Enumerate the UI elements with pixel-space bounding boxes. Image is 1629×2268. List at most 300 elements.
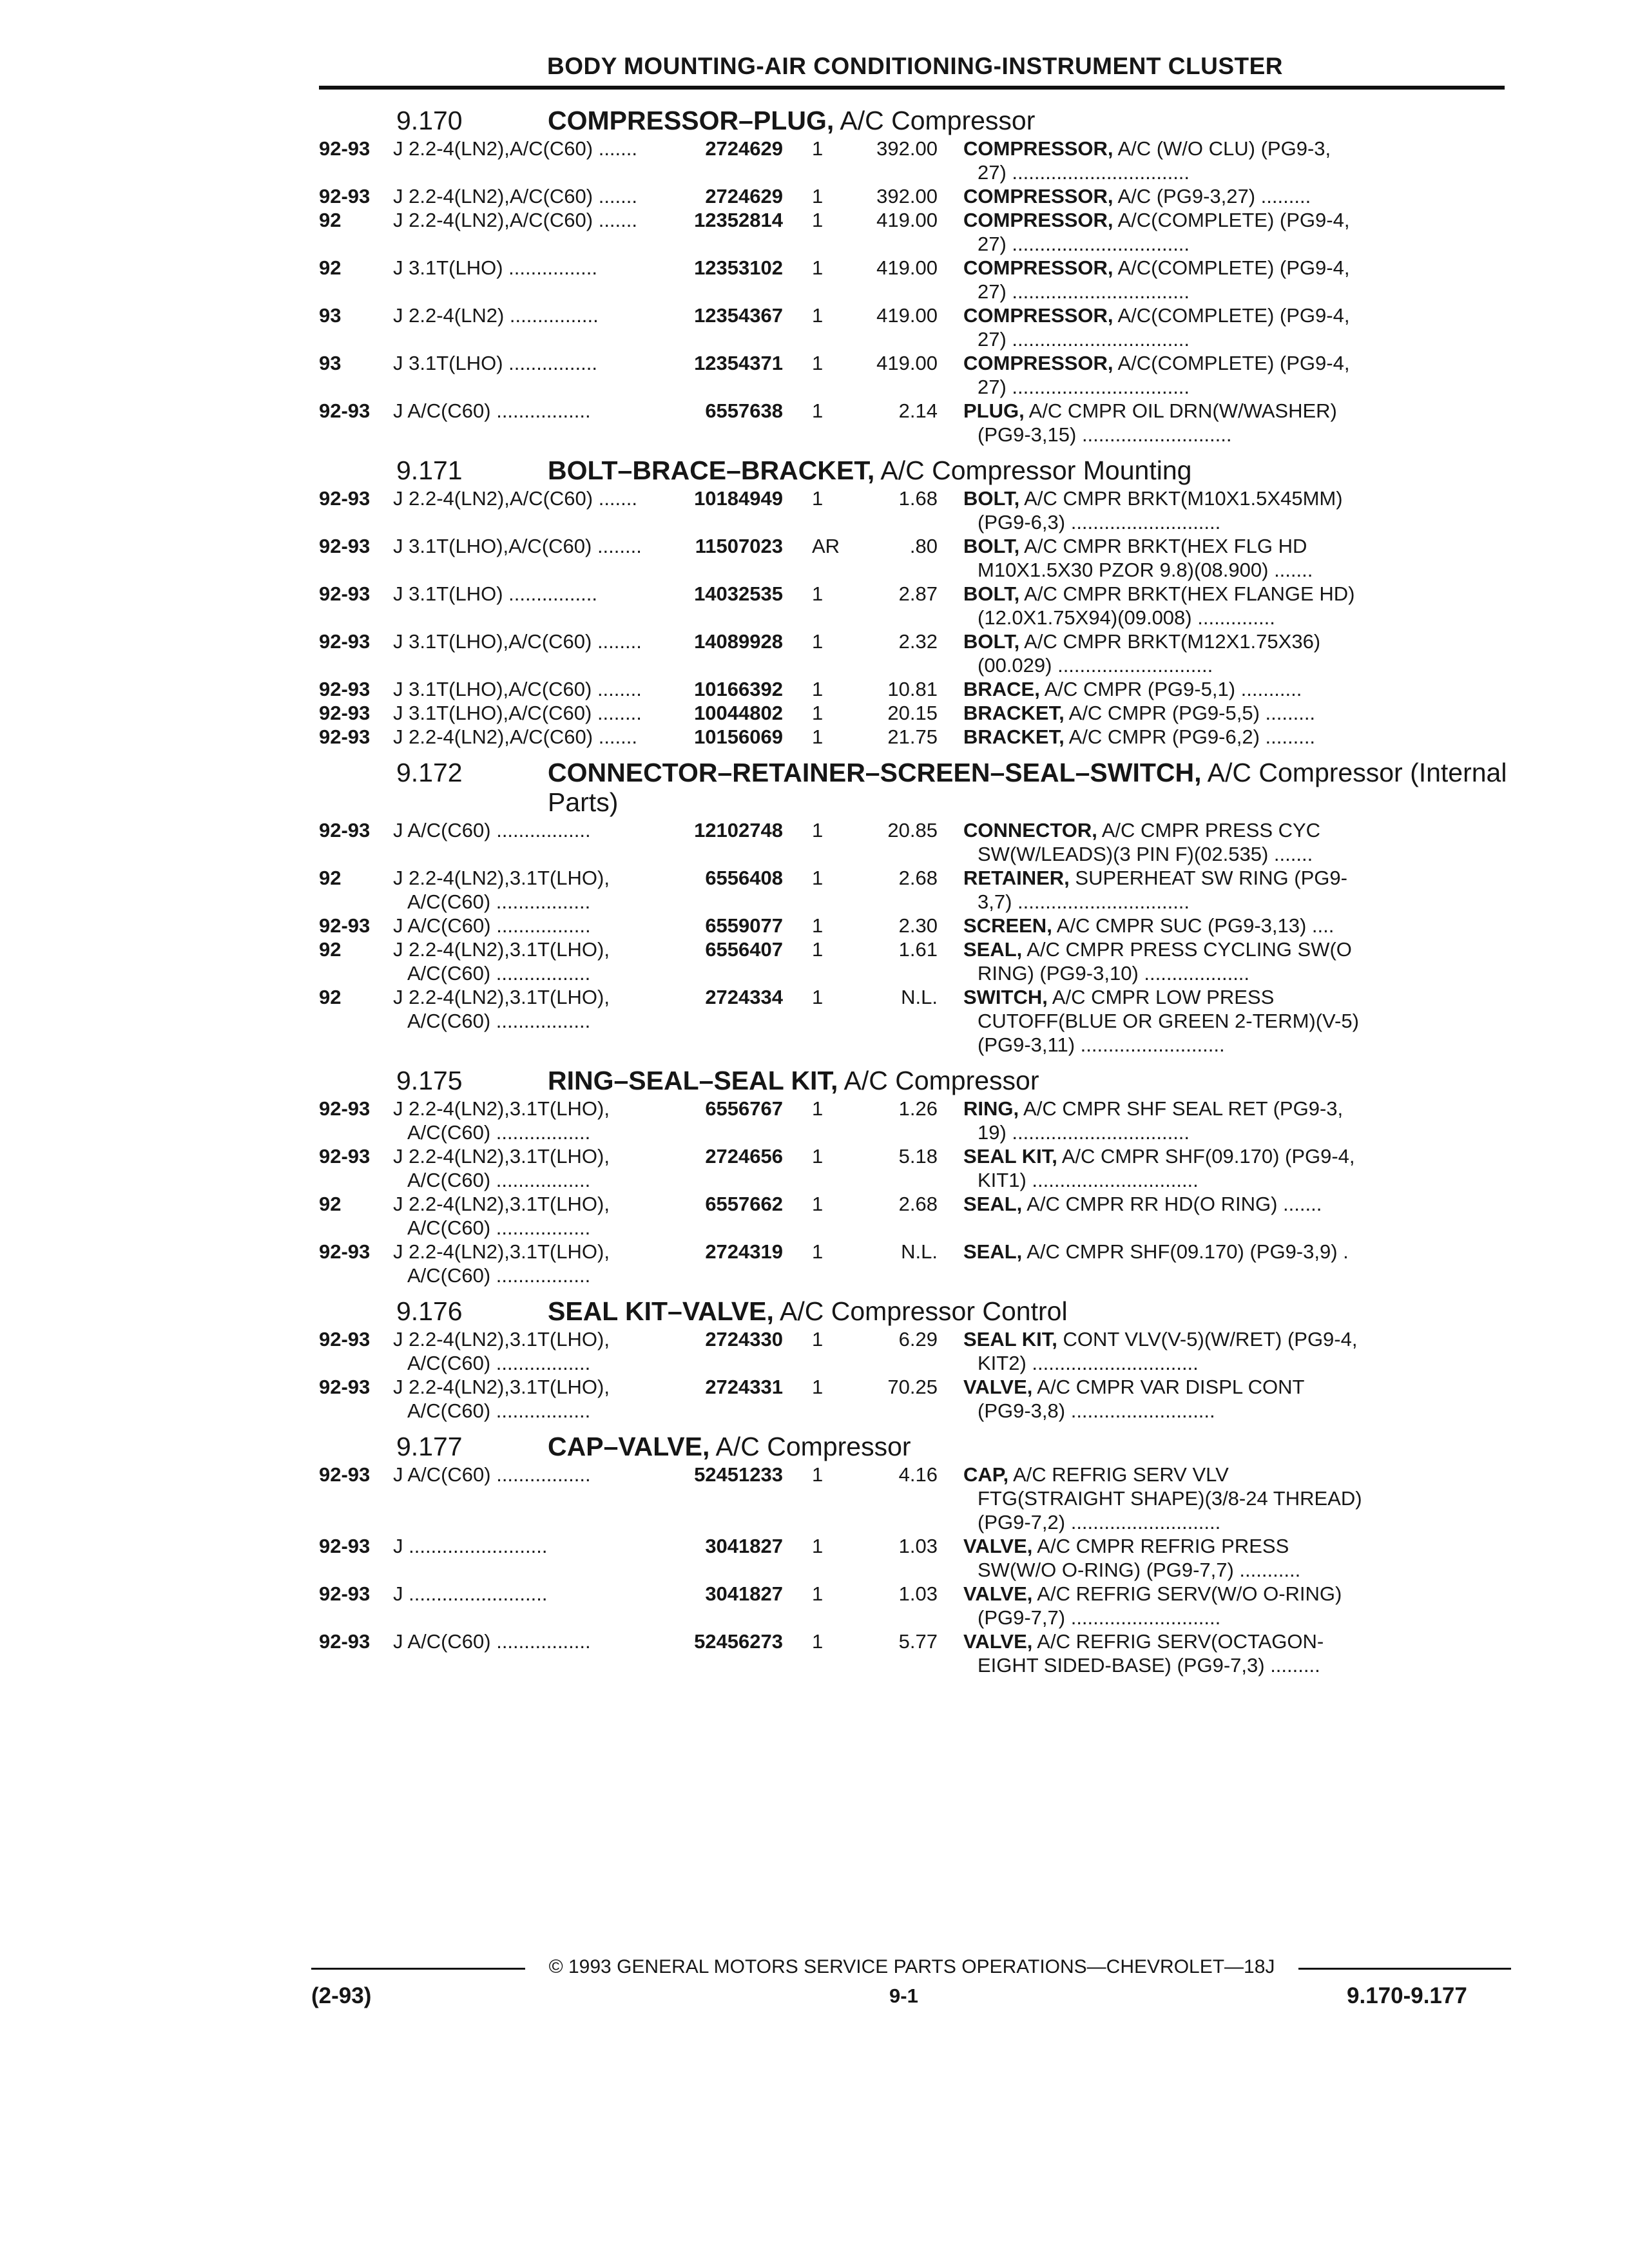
application-line: A/C(C60) ................. — [407, 1121, 591, 1144]
application-line: A/C(C60) ................. — [407, 890, 591, 913]
application-line: J 2.2-4(LN2),3.1T(LHO), — [393, 1193, 610, 1215]
description — [963, 1240, 1440, 1287]
part-number: 6557662 — [705, 1193, 783, 1215]
price: 419.00 — [876, 352, 938, 374]
header-rule — [319, 86, 1505, 90]
price: 2.32 — [898, 630, 938, 653]
section-subtitle: A/C Compressor Mounting — [880, 456, 1192, 485]
description-continuation: 19) ................................ — [978, 1121, 1190, 1144]
part-row — [319, 303, 1518, 351]
section-title — [319, 106, 1518, 135]
application-line: J ......................... — [393, 1582, 548, 1605]
description-continuation: (00.029) ............................ — [978, 654, 1213, 677]
application-line: A/C(C60) ................. — [407, 962, 591, 985]
description — [963, 399, 1440, 447]
part-row — [319, 677, 1518, 701]
application-line: J 3.1T(LHO),A/C(C60) ........ — [393, 702, 642, 724]
model-year: 92 — [319, 1193, 342, 1215]
part-number: 10184949 — [694, 487, 783, 510]
description-text: A/C (PG9-3,27) ......... — [1117, 185, 1311, 207]
application — [393, 582, 651, 629]
quantity: 1 — [812, 678, 824, 700]
section-title — [319, 1296, 1518, 1326]
part-name: SEAL KIT, — [963, 1145, 1057, 1168]
part-number: 6556407 — [705, 938, 783, 961]
application-line: J 3.1T(LHO) ................ — [393, 582, 597, 605]
part-number: 52456273 — [694, 1630, 783, 1653]
part-name: PLUG, — [963, 399, 1025, 422]
application-line: J ......................... — [393, 1535, 548, 1557]
description-continuation: (PG9-7,7) ........................... — [978, 1606, 1221, 1629]
application-line: J 2.2-4(LN2),A/C(C60) ....... — [393, 137, 637, 160]
part-row — [319, 937, 1518, 985]
part-row — [319, 1582, 1518, 1629]
description-text: A/C CMPR LOW PRESS — [1052, 986, 1275, 1008]
section-subtitle: A/C Compressor Control — [779, 1296, 1068, 1326]
description-text: A/C CMPR BRKT(HEX FLG HD — [1024, 535, 1307, 557]
quantity: 1 — [812, 185, 824, 207]
model-year: 92-93 — [319, 1376, 371, 1398]
quantity: 1 — [812, 1630, 824, 1653]
application — [393, 208, 651, 256]
part-row — [319, 725, 1518, 749]
description-continuation: 27) ................................ — [978, 280, 1190, 303]
model-year: 92-93 — [319, 1145, 371, 1168]
application — [393, 725, 651, 749]
price: 392.00 — [876, 185, 938, 207]
quantity: 1 — [812, 867, 824, 889]
part-row — [319, 1327, 1518, 1375]
description — [963, 677, 1440, 701]
description-text: A/C CMPR (PG9-6,2) ......... — [1068, 726, 1316, 748]
model-year: 92-93 — [319, 582, 371, 605]
section-heading — [548, 1296, 1518, 1326]
description — [963, 184, 1440, 208]
description-text: A/C CMPR PRESS CYC — [1101, 819, 1321, 841]
section-title — [319, 1432, 1518, 1461]
part-name: SEAL, — [963, 1240, 1023, 1263]
part-name: BRACKET, — [963, 726, 1065, 748]
application-line: J 3.1T(LHO),A/C(C60) ........ — [393, 630, 642, 653]
section-title — [319, 1066, 1518, 1095]
part-number: 6556408 — [705, 867, 783, 889]
part-number: 11507023 — [695, 535, 783, 557]
part-row — [319, 184, 1518, 208]
section-title — [319, 758, 1518, 817]
part-number: 10166392 — [694, 678, 783, 700]
description-continuation: M10X1.5X30 PZOR 9.8)(08.900) ....... — [978, 559, 1313, 581]
model-year: 92-93 — [319, 137, 371, 160]
part-number: 10044802 — [694, 702, 783, 724]
description-continuation: EIGHT SIDED-BASE) (PG9-7,3) ......... — [978, 1654, 1320, 1677]
description — [963, 1192, 1440, 1240]
part-name: VALVE, — [963, 1535, 1033, 1557]
footer-section-range: 9.170-9.177 — [1347, 1983, 1467, 2008]
quantity: 1 — [812, 352, 824, 374]
description — [963, 725, 1440, 749]
quantity: 1 — [812, 938, 824, 961]
part-number: 2724330 — [705, 1328, 783, 1350]
footer-copyright: © 1993 GENERAL MOTORS SERVICE PARTS OPERATIONS—CHEVROLET—18J — [548, 1956, 1275, 1977]
description-text: A/C(COMPLETE) (PG9-4, — [1117, 209, 1350, 231]
quantity: 1 — [812, 702, 824, 724]
description — [963, 486, 1440, 534]
part-row — [319, 866, 1518, 914]
model-year: 92-93 — [319, 487, 371, 510]
section-parts-list: CAP–VALVE, — [548, 1432, 710, 1461]
application — [393, 818, 651, 866]
price: 70.25 — [887, 1376, 938, 1398]
quantity: 1 — [812, 1463, 824, 1486]
part-number: 2724334 — [705, 986, 783, 1008]
part-name: VALVE, — [963, 1376, 1033, 1398]
application — [393, 351, 651, 399]
application-line: A/C(C60) ................. — [407, 1216, 591, 1239]
application — [393, 701, 651, 725]
part-name: BRACE, — [963, 678, 1040, 700]
section-subtitle: A/C Compressor — [840, 106, 1036, 135]
description-text: A/C (W/O CLU) (PG9-3, — [1117, 137, 1331, 160]
application-line: J 2.2-4(LN2),3.1T(LHO), — [393, 1376, 610, 1398]
application — [393, 1629, 651, 1677]
price: 2.68 — [898, 1193, 938, 1215]
description-text: A/C CMPR SHF(09.170) (PG9-3,9) . — [1027, 1240, 1349, 1263]
quantity: 1 — [812, 209, 824, 231]
application-line: J 2.2-4(LN2),3.1T(LHO), — [393, 867, 610, 889]
model-year: 92-93 — [319, 1240, 371, 1263]
part-name: BOLT, — [963, 487, 1020, 510]
price: N.L. — [901, 986, 938, 1008]
model-year: 92-93 — [319, 185, 371, 207]
application-line: A/C(C60) ................. — [407, 1169, 591, 1191]
description — [963, 1629, 1440, 1677]
part-row — [319, 1375, 1518, 1423]
application-line: J 3.1T(LHO) ................ — [393, 352, 597, 374]
part-name: COMPRESSOR, — [963, 352, 1113, 374]
section-title — [319, 456, 1518, 485]
quantity: 1 — [812, 1582, 824, 1605]
section-heading — [548, 456, 1518, 485]
parts-catalog — [319, 97, 1518, 1677]
quantity: 1 — [812, 582, 824, 605]
model-year: 92-93 — [319, 914, 371, 937]
application — [393, 985, 651, 1057]
quantity: 1 — [812, 1145, 824, 1168]
description-text: A/C CMPR OIL DRN(W/WASHER) — [1028, 399, 1337, 422]
application-line: J 2.2-4(LN2),A/C(C60) ....... — [393, 726, 637, 748]
part-row — [319, 1534, 1518, 1582]
page-title: BODY MOUNTING-AIR CONDITIONING-INSTRUMENT CLUSTER — [547, 53, 1283, 79]
description-text: A/C CMPR BRKT(M12X1.75X36) — [1024, 630, 1321, 653]
quantity: 1 — [812, 1376, 824, 1398]
description — [963, 1463, 1440, 1534]
price: 1.68 — [898, 487, 938, 510]
part-number: 12354371 — [694, 352, 783, 374]
application — [393, 534, 651, 582]
model-year: 92-93 — [319, 1582, 371, 1605]
description — [963, 351, 1440, 399]
part-row — [319, 486, 1518, 534]
price: 5.18 — [898, 1145, 938, 1168]
part-name: COMPRESSOR, — [963, 256, 1113, 279]
description-text: A/C CMPR REFRIG PRESS — [1037, 1535, 1289, 1557]
price: 20.85 — [887, 819, 938, 841]
application — [393, 1327, 651, 1375]
section-number: 9.177 — [396, 1432, 463, 1461]
description-continuation: SW(W/LEADS)(3 PIN F)(02.535) ....... — [978, 843, 1313, 865]
description — [963, 1144, 1440, 1192]
model-year: 92-93 — [319, 630, 371, 653]
description — [963, 866, 1440, 914]
part-row — [319, 1192, 1518, 1240]
price: .80 — [909, 535, 938, 557]
application — [393, 1192, 651, 1240]
description-text: A/C CMPR BRKT(M10X1.5X45MM) — [1024, 487, 1343, 510]
model-year: 92-93 — [319, 678, 371, 700]
model-year: 92-93 — [319, 535, 371, 557]
description-continuation: 27) ................................ — [978, 233, 1190, 255]
description-continuation: 27) ................................ — [978, 328, 1190, 351]
part-name: SEAL, — [963, 1193, 1023, 1215]
price: 1.03 — [898, 1582, 938, 1605]
part-number: 10156069 — [694, 726, 783, 748]
part-row — [319, 985, 1518, 1057]
application — [393, 184, 651, 208]
price: 20.15 — [887, 702, 938, 724]
application-line: J 2.2-4(LN2),3.1T(LHO), — [393, 1145, 610, 1168]
application-line: A/C(C60) ................. — [407, 1010, 591, 1032]
price: 1.03 — [898, 1535, 938, 1557]
description-continuation: KIT1) .............................. — [978, 1169, 1199, 1191]
part-row — [319, 582, 1518, 629]
description — [963, 534, 1440, 582]
application — [393, 1582, 651, 1629]
description — [963, 629, 1440, 677]
model-year: 92-93 — [319, 726, 371, 748]
part-number: 3041827 — [705, 1582, 783, 1605]
application-line: J 3.1T(LHO),A/C(C60) ........ — [393, 535, 642, 557]
section-number: 9.171 — [396, 456, 463, 485]
model-year: 92-93 — [319, 819, 371, 841]
application-line: J A/C(C60) ................. — [393, 819, 591, 841]
description — [963, 937, 1440, 985]
part-row — [319, 1240, 1518, 1287]
price: 419.00 — [876, 304, 938, 327]
description-continuation: KIT2) .............................. — [978, 1352, 1199, 1374]
application-line: J A/C(C60) ................. — [393, 914, 591, 937]
model-year: 92-93 — [319, 399, 371, 422]
description-text: A/C CMPR VAR DISPL CONT — [1037, 1376, 1305, 1398]
price: 1.26 — [898, 1097, 938, 1120]
description — [963, 914, 1440, 937]
model-year: 92-93 — [319, 1630, 371, 1653]
price: 1.61 — [898, 938, 938, 961]
description — [963, 303, 1440, 351]
model-year: 93 — [319, 352, 342, 374]
part-row — [319, 818, 1518, 866]
description-continuation: RING) (PG9-3,10) ................... — [978, 962, 1250, 985]
description-continuation: (12.0X1.75X94)(09.008) .............. — [978, 606, 1275, 629]
quantity: 1 — [812, 399, 824, 422]
part-name: BOLT, — [963, 535, 1020, 557]
part-row — [319, 534, 1518, 582]
price: N.L. — [901, 1240, 938, 1263]
part-row — [319, 256, 1518, 303]
part-number: 12353102 — [694, 256, 783, 279]
part-number: 2724629 — [705, 137, 783, 160]
description — [963, 1375, 1440, 1423]
application-line: J 2.2-4(LN2),A/C(C60) ....... — [393, 209, 637, 231]
section-number: 9.172 — [396, 758, 463, 787]
description — [963, 1327, 1440, 1375]
part-name: BRACKET, — [963, 702, 1065, 724]
model-year: 92 — [319, 986, 342, 1008]
price: 21.75 — [887, 726, 938, 748]
part-number: 6556767 — [705, 1097, 783, 1120]
part-name: COMPRESSOR, — [963, 304, 1113, 327]
model-year: 92-93 — [319, 702, 371, 724]
description — [963, 208, 1440, 256]
part-number: 52451233 — [694, 1463, 783, 1486]
part-number: 2724656 — [705, 1145, 783, 1168]
price: 2.87 — [898, 582, 938, 605]
part-number: 12102748 — [694, 819, 783, 841]
section-number: 9.175 — [396, 1066, 463, 1095]
footer-date: (2-93) — [311, 1983, 372, 2008]
description-text: A/C CMPR SUC (PG9-3,13) .... — [1056, 914, 1335, 937]
application — [393, 1240, 651, 1287]
application — [393, 137, 651, 184]
quantity: 1 — [812, 630, 824, 653]
model-year: 92 — [319, 209, 342, 231]
quantity: 1 — [812, 304, 824, 327]
quantity: 1 — [812, 1193, 824, 1215]
description-text: A/C REFRIG SERV(W/O O-RING) — [1037, 1582, 1342, 1605]
part-name: COMPRESSOR, — [963, 209, 1113, 231]
part-name: BOLT, — [963, 582, 1020, 605]
footer-rule-left — [311, 1968, 525, 1970]
application — [393, 677, 651, 701]
application-line: J 2.2-4(LN2),A/C(C60) ....... — [393, 487, 637, 510]
section-heading — [548, 106, 1518, 135]
part-number: 6557638 — [705, 399, 783, 422]
application — [393, 629, 651, 677]
price: 4.16 — [898, 1463, 938, 1486]
quantity: 1 — [812, 914, 824, 937]
model-year: 93 — [319, 304, 342, 327]
section-subtitle: A/C Compressor — [715, 1432, 911, 1461]
section-subtitle: A/C Compressor — [843, 1066, 1039, 1095]
part-number: 12354367 — [694, 304, 783, 327]
part-name: COMPRESSOR, — [963, 185, 1113, 207]
part-number: 14089928 — [694, 630, 783, 653]
description — [963, 985, 1440, 1057]
price: 419.00 — [876, 256, 938, 279]
application-line: J 2.2-4(LN2),3.1T(LHO), — [393, 938, 610, 961]
application — [393, 937, 651, 985]
quantity: 1 — [812, 1535, 824, 1557]
description-text: A/C CMPR (PG9-5,5) ......... — [1068, 702, 1316, 724]
application-line: J 3.1T(LHO),A/C(C60) ........ — [393, 678, 642, 700]
section-parts-list: RING–SEAL–SEAL KIT, — [548, 1066, 838, 1095]
quantity: 1 — [812, 256, 824, 279]
application-line: J 3.1T(LHO) ................ — [393, 256, 597, 279]
price: 10.81 — [887, 678, 938, 700]
description-text: A/C(COMPLETE) (PG9-4, — [1117, 256, 1350, 279]
description-text: A/C REFRIG SERV VLV — [1012, 1463, 1229, 1486]
price: 392.00 — [876, 137, 938, 160]
part-number: 2724319 — [705, 1240, 783, 1263]
price: 2.68 — [898, 867, 938, 889]
price: 2.30 — [898, 914, 938, 937]
section-heading — [548, 1066, 1518, 1095]
part-name: SCREEN, — [963, 914, 1052, 937]
part-row — [319, 1097, 1518, 1144]
quantity: 1 — [812, 1328, 824, 1350]
application-line: J 2.2-4(LN2),3.1T(LHO), — [393, 1097, 610, 1120]
part-name: SEAL, — [963, 938, 1023, 961]
model-year: 92-93 — [319, 1535, 371, 1557]
section-parts-list: CONNECTOR–RETAINER–SCREEN–SEAL–SWITCH, — [548, 758, 1202, 787]
part-name: RETAINER, — [963, 867, 1070, 889]
application — [393, 914, 651, 937]
section-heading — [548, 758, 1518, 817]
description-text: A/C(COMPLETE) (PG9-4, — [1117, 352, 1350, 374]
footer-rule-right — [1298, 1968, 1511, 1970]
description-continuation: FTG(STRAIGHT SHAPE)(3/8-24 THREAD) (PG9-7,2) ........................... — [978, 1487, 1362, 1533]
part-number: 3041827 — [705, 1535, 783, 1557]
application-line: J 2.2-4(LN2),3.1T(LHO), — [393, 986, 610, 1008]
part-name: CAP, — [963, 1463, 1009, 1486]
description-continuation: SW(W/O O-RING) (PG9-7,7) ........... — [978, 1559, 1301, 1581]
model-year: 92-93 — [319, 1328, 371, 1350]
part-row — [319, 701, 1518, 725]
model-year: 92 — [319, 256, 342, 279]
quantity: 1 — [812, 1240, 824, 1263]
model-year: 92-93 — [319, 1463, 371, 1486]
page-number: 9-1 — [889, 1984, 918, 2007]
part-row — [319, 629, 1518, 677]
part-number: 14032535 — [694, 582, 783, 605]
description-text: CONT VLV(V-5)(W/RET) (PG9-4, — [1063, 1328, 1358, 1350]
description-text: SUPERHEAT SW RING (PG9- — [1075, 867, 1347, 889]
part-name: VALVE, — [963, 1582, 1033, 1605]
part-name: COMPRESSOR, — [963, 137, 1113, 160]
section-heading — [548, 1432, 1518, 1461]
part-name: BOLT, — [963, 630, 1020, 653]
description-continuation: CUTOFF(BLUE OR GREEN 2-TERM)(V-5) (PG9-3,11) .......................... — [978, 1010, 1359, 1056]
part-number: 2724331 — [705, 1376, 783, 1398]
part-row — [319, 914, 1518, 937]
quantity: 1 — [812, 986, 824, 1008]
application-line: A/C(C60) ................. — [407, 1352, 591, 1374]
section-number: 9.176 — [396, 1296, 463, 1326]
section-parts-list: COMPRESSOR–PLUG, — [548, 106, 834, 135]
application-line: A/C(C60) ................. — [407, 1399, 591, 1422]
section-subtitle: A/C Compressor (Internal Parts) — [548, 758, 1507, 817]
description-continuation: 3,7) ............................... — [978, 890, 1190, 913]
description — [963, 582, 1440, 629]
application — [393, 1463, 651, 1534]
quantity: 1 — [812, 137, 824, 160]
quantity: AR — [812, 535, 840, 557]
quantity: 1 — [812, 726, 824, 748]
part-number: 12352814 — [694, 209, 783, 231]
part-row — [319, 137, 1518, 184]
description-text: A/C CMPR PRESS CYCLING SW(O — [1027, 938, 1352, 961]
description-continuation: (PG9-3,15) ........................... — [978, 423, 1232, 446]
description — [963, 1582, 1440, 1629]
